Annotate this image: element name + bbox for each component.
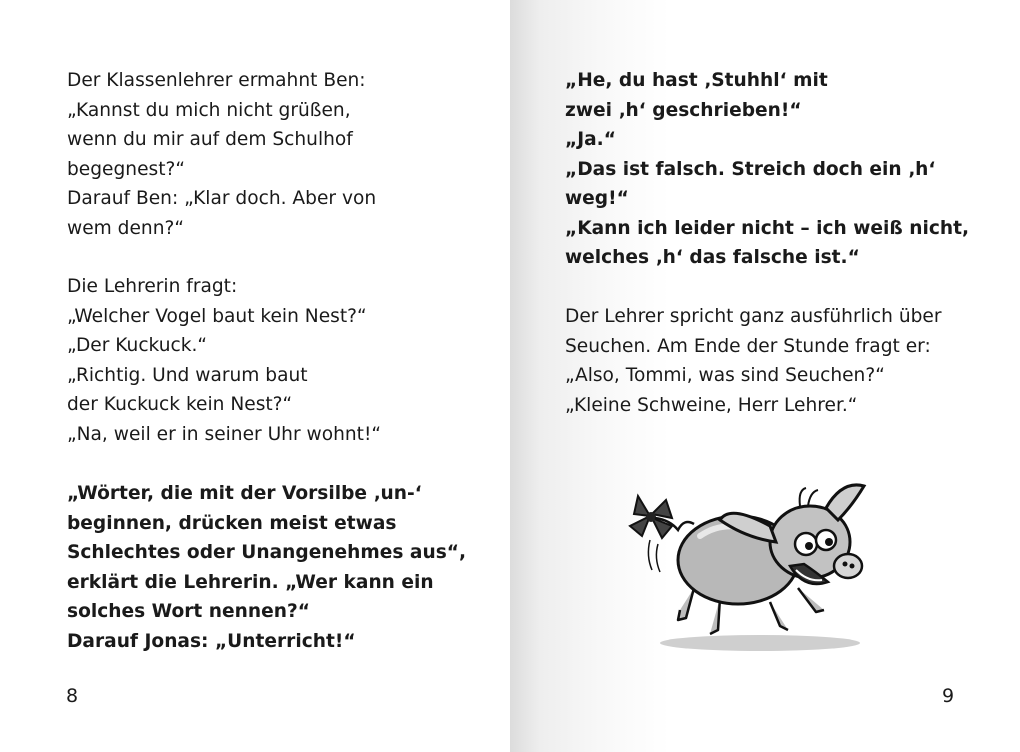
text-line: der Kuckuck kein Nest?“ — [67, 394, 293, 415]
text-line: Darauf Jonas: „Unterricht!“ — [67, 630, 356, 652]
joke-block-bold — [67, 479, 466, 656]
text-line: welches ‚h‘ das falsche ist.“ — [565, 247, 860, 268]
joke-block-bold — [565, 66, 969, 273]
joke-block — [67, 66, 376, 243]
pig-illustration-icon — [620, 478, 880, 656]
text-line: Seuchen. Am Ende der Stunde fragt er: — [565, 335, 931, 357]
text-line: „Kann ich leider nicht – ich weiß nicht, — [565, 217, 970, 239]
text-line: wenn du mir auf dem Schulhof — [67, 129, 353, 150]
text-line: beginnen, drücken meist etwas — [67, 512, 397, 534]
text-line: „Also, Tommi, was sind Seuchen?“ — [565, 365, 885, 386]
bow-icon — [630, 496, 672, 538]
text-line: „Ja.“ — [565, 129, 616, 150]
shadow — [660, 635, 860, 651]
text-line: „Das ist falsch. Streich doch ein ‚h‘ — [565, 158, 936, 180]
text-line: weg!“ — [565, 188, 629, 209]
text-line: „Wörter, die mit der Vorsilbe ‚un-‘ — [67, 483, 422, 504]
text-line: Der Klassenlehrer ermahnt Ben: — [67, 70, 366, 91]
text-line: „He, du hast ‚Stuhhl‘ mit — [565, 70, 828, 91]
text-line: solches Wort nennen?“ — [67, 601, 310, 622]
text-line: „Na, weil er in seiner Uhr wohnt!“ — [67, 423, 382, 445]
text-line: begegnest?“ — [67, 158, 185, 180]
text-line: erklärt die Lehrerin. „Wer kann ein — [67, 571, 434, 593]
text-line: „Welcher Vogel baut kein Nest?“ — [67, 305, 367, 327]
text-line: zwei ‚h‘ geschrieben!“ — [565, 99, 802, 121]
text-line: „Richtig. Und warum baut — [67, 364, 308, 386]
text-line: „Der Kuckuck.“ — [67, 335, 208, 356]
page-number: 8 — [66, 685, 79, 707]
joke-block — [565, 302, 942, 420]
text-line: Darauf Ben: „Klar doch. Aber von — [67, 188, 377, 209]
text-line: wem denn?“ — [67, 217, 184, 239]
joke-block — [67, 272, 381, 449]
text-line: Die Lehrerin fragt: — [67, 276, 238, 297]
text-line: Schlechtes oder Unangenehmes aus“, — [67, 542, 467, 563]
text-line: Der Lehrer spricht ganz ausführlich über — [565, 306, 942, 327]
text-line: „Kannst du mich nicht grüßen, — [67, 99, 351, 121]
text-line: „Kleine Schweine, Herr Lehrer.“ — [565, 394, 858, 416]
page-number: 9 — [942, 685, 955, 707]
